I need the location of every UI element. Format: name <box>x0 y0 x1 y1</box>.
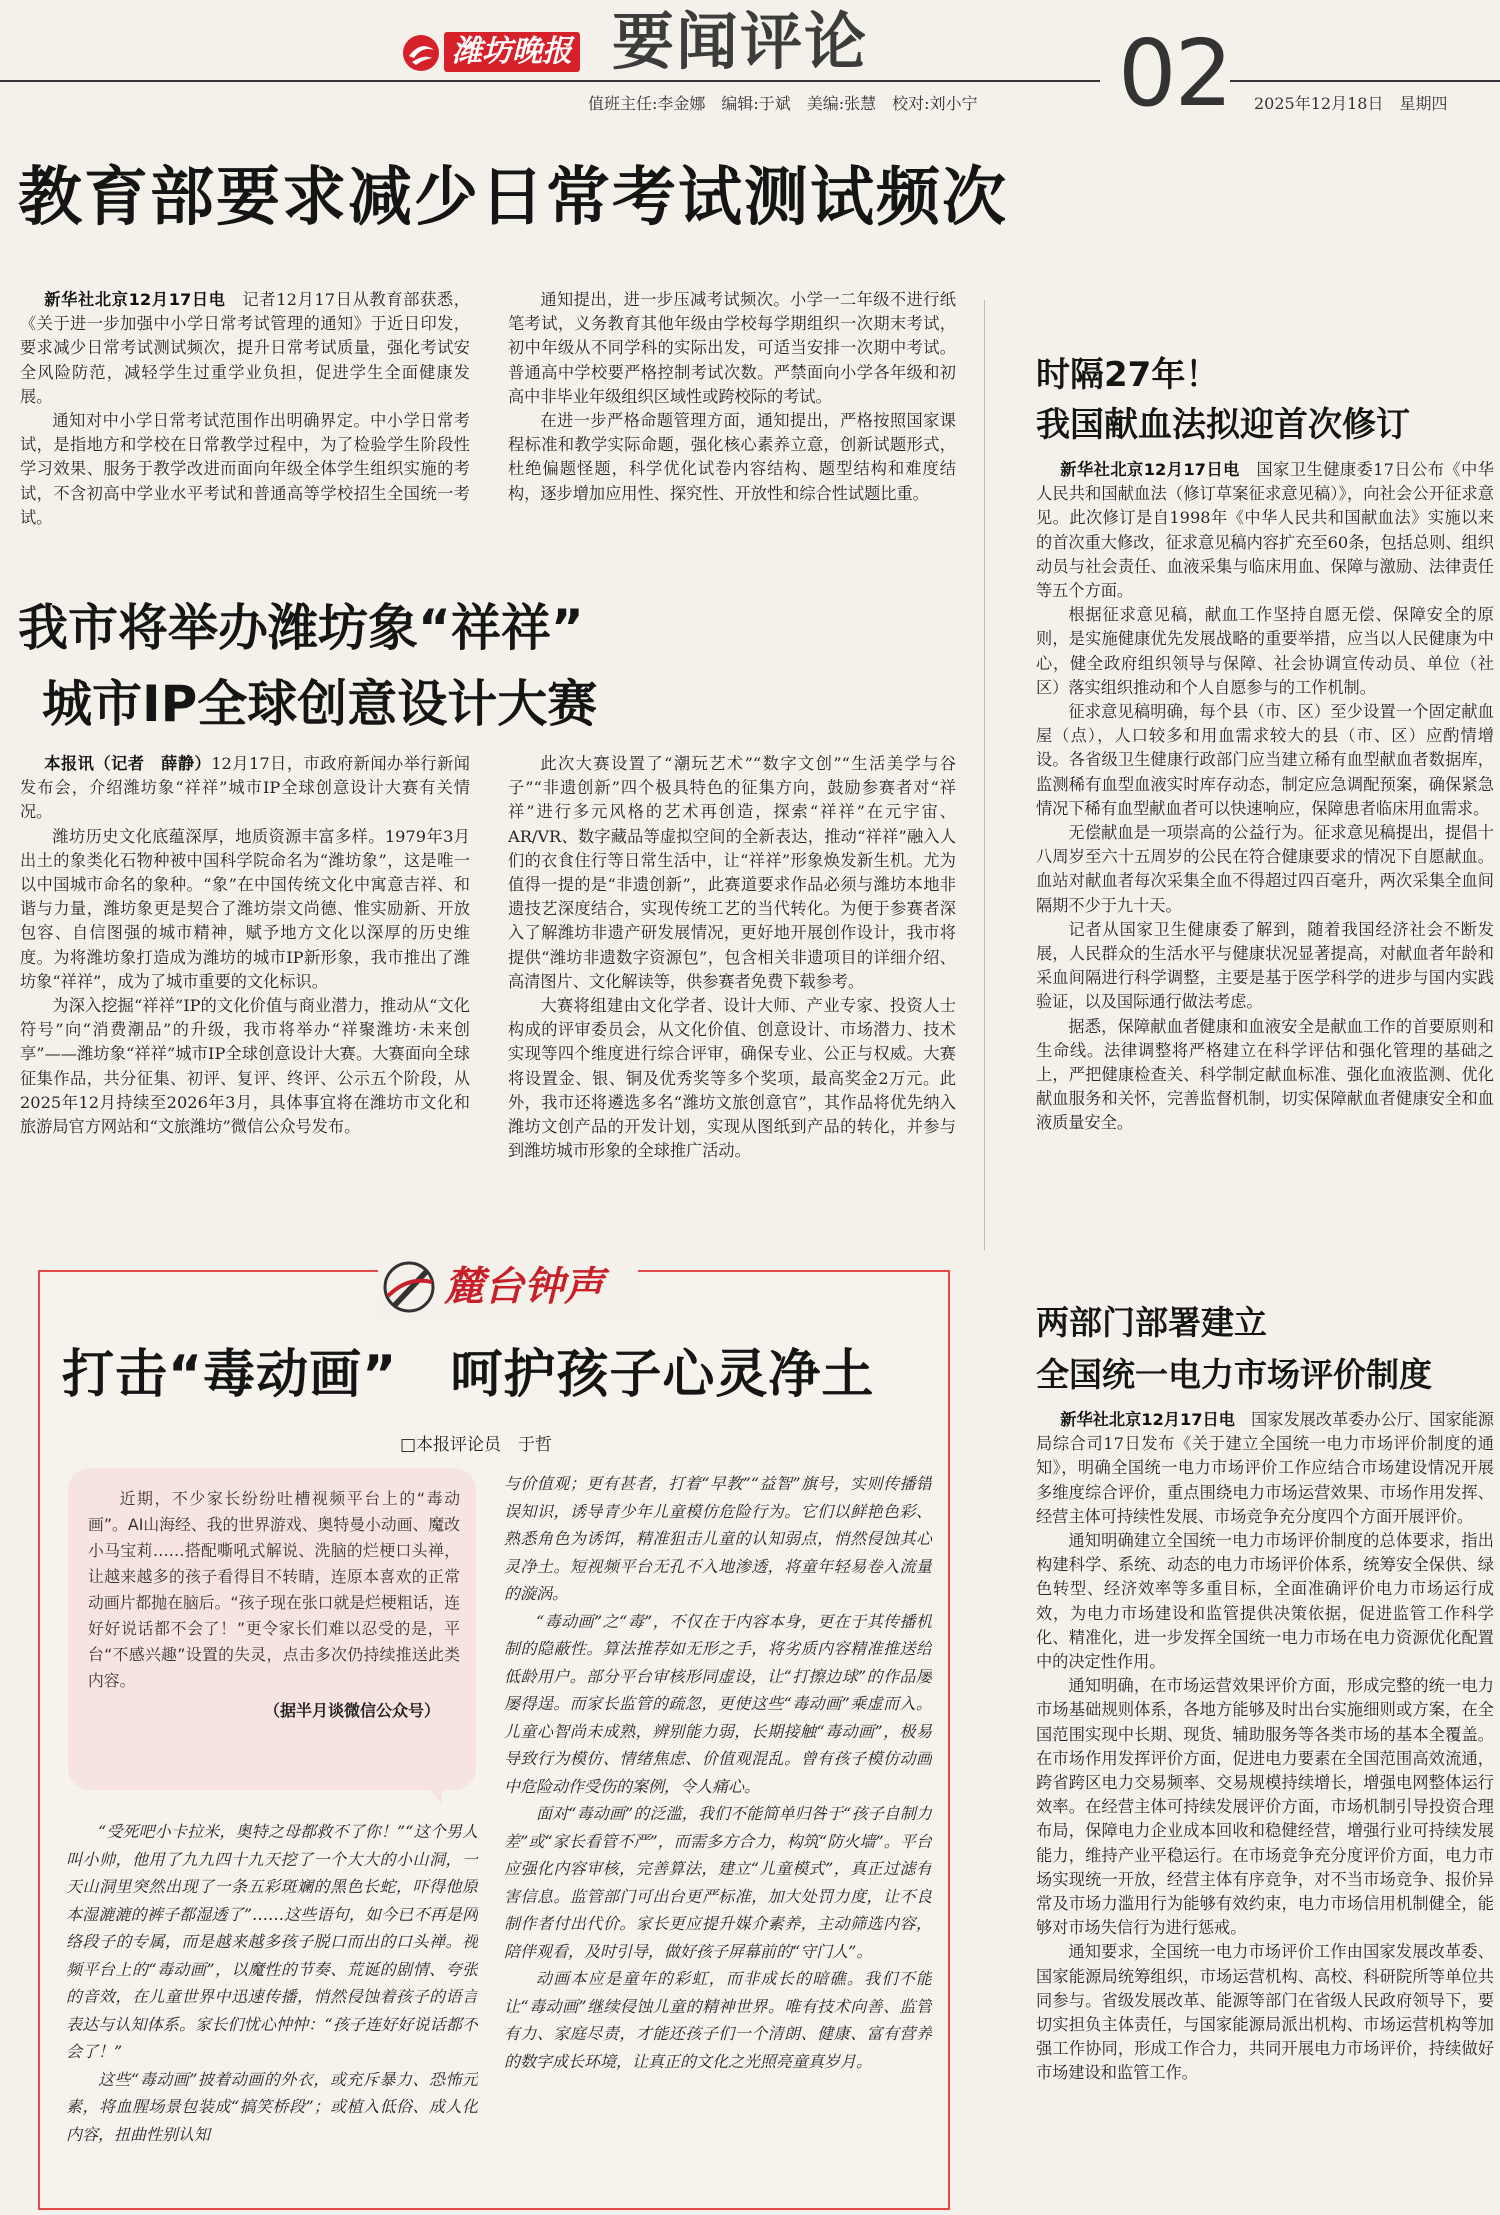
article4-paragraph: 通知明确，在市场运营效果评价方面，形成完整的统一电力市场基础规则体系，各地方能够及时出台实施细则或方案，在全国范围实现中长期、现货、辅助服务等各类市场的基本全覆盖。在市场作用发挥评价方面，促进电力要素在全国范围高效流通，跨省跨区电力交易频率、交易规模持续增长，增强电网整体运行效率。在经营主体可持续发展评价方面，市场机制引导投资合理布局，保障电力企业成本回收和稳健经营，增强行业可持续发展能力，维持产业平稳运行。在市场竞争充分度评价方面，电力市场实现统一开放，经营主体有序竞争，对不当市场竞争、报价异常及市场力滥用行为能够有效约束，电力市场信用机制健全，能够对市场失信行为进行惩戒。 <box>1036 1676 1494 1938</box>
article1-paragraph: 通知提出，进一步压减考试频次。小学一二年级不进行纸笔考试，义务教育其他年级由学校每学期组织一次期末考试，初中年级从不同学科的实际出发，可适当安排一次期中考试。普通高中学校要严格控制考试次数。严禁面向小学各年级和初高中非毕业年级组织区域性或跨校际的考试。 <box>508 290 956 406</box>
article2-headline-line2: 城市IP全球创意设计大赛 <box>42 675 598 733</box>
article1-paragraph: 通知对中小学日常考试范围作出明确界定。中小学日常考试，是指地方和学校在日常教学过程中，为了检验学生阶段性学习效果、服务于教学改进而面向年级全体学生组织实施的考试，不含初高中学业水平考试和普通高等学校招生全国统一考试。 <box>20 411 470 527</box>
article1-dateline: 新华社北京12月17日电 <box>44 290 226 309</box>
article4-body: 新华社北京12月17日电 国家发展改革委办公厅、国家能源局综合司17日发布《关于建立全国统一电力市场评价制度的通知》，明确全国统一电力市场评价工作应结合市场建设情况开展多维度综合评价，重点围绕电力市场运营效果、市场作用发挥、经营主体可持续性发展、市场竞争充分度四个方面开展评价。 通知明确建立全国统一电力市场评价制度的总体要求，指出构建科学、系统、动态的电力市场评价体系，统筹安全保供、绿色转型、经济效率等多重目标，全面准确评价电力市场运行成效，为电力市场建设和监管提供决策依据，促进监管工作科学化、精准化，进一步发挥全国统一电力市场在电力资源优化配置中的决定性作用。 通知明确，在市场运营效果评价方面，形成完整的统一电力市场基础规则体系，各地方能够及时出台实施细则或方案，在全国范围实现中长期、现货、辅助服务等各类市场的基本全覆盖。在市场作用发挥评价方面，促进电力要素在全国范围高效流通，跨省跨区电力交易频率、交易规模持续增长，增强电网整体运行效率。在经营主体可持续发展评价方面，市场机制引导投资合理布局，保障电力企业成本回收和稳健经营，增强行业可持续发展能力，维持产业平稳运行。在市场竞争充分度评价方面，电力市场实现统一开放，经营主体有序竞争，对不当市场竞争、报价异常及市场力滥用行为能够有效约束，电力市场信用机制健全，能够对市场失信行为进行惩戒。 通知要求，全国统一电力市场评价工作由国家发展改革委、国家能源局统筹组织，市场运营机构、高校、科研院所等单位共同参与。省级发展改革、能源等部门在省级人民政府领导下，要切实担负主体责任，与国家能源局派出机构、市场运营机构等加强工作协同，形成工作合力，共同开展电力市场评价，持续做好市场建设和监管工作。 <box>1036 1408 1494 2208</box>
article1-column-1: 新华社北京12月17日电 记者12月17日从教育部获悉，《关于进一步加强中小学日常考试管理的通知》于近日印发，要求减少日常考试测试频次，提升日常考试质量，强化考试安全风险防范，减轻学生过重学业负担，促进学生全面健康发展。 通知对中小学日常考试范围作出明确界定。中小学日常考试，是指地方和学校在日常教学过程中，为了检验学生阶段性学习效果、服务于教学改进而面向年级全体学生组织实施的考试，不含初高中学业水平考试和普通高等学校招生全国统一考试。 <box>20 288 470 560</box>
article1-column-2 <box>508 288 956 560</box>
article4-headline-line1: 两部门部署建立 <box>1036 1303 1267 1342</box>
commentary-right-column <box>504 1470 932 2204</box>
article1-headline: 教育部要求减少日常考试测试频次 <box>18 161 1008 235</box>
article4-paragraph: 通知要求，全国统一电力市场评价工作由国家发展改革委、国家能源局统筹组织，市场运营机构、高校、科研院所等单位共同参与。省级发展改革、能源等部门在省级人民政府领导下，要切实担负主体责任，与国家能源局派出机构、市场运营机构等加强工作协同，形成工作合力，共同开展电力市场评价，持续做好市场建设和监管工作。 <box>1036 1942 1494 2083</box>
pen-swirl-icon <box>378 1256 440 1318</box>
article2-paragraph: 此次大赛设置了“潮玩艺术”“数字文创”“生活美学与谷子”“非遗创新”四个极具特色的征集方向，鼓励参赛者对“祥祥”进行多元风格的艺术再创造，探索“祥祥”在元宇宙、AR/VR、数字藏品等虚拟空间的全新表达，推动“祥祥”融入人们的衣食住行等日常生活中，让“祥祥”形象焕发新生机。尤为值得一提的是“非遗创新”，此赛道要求作品必须与潍坊本地非遗技艺深度结合，实现传统工艺的当代转化。为便于参赛者深入了解潍坊非遗产研发展情况，更好地开展创作设计，我市将提供“潍坊非遗数字资源包”，包含相关非遗项目的详细介绍、高清图片、文化解读等，供参赛者免费下载参考。 <box>508 754 956 991</box>
masthead-rule <box>0 80 1100 82</box>
column-banner-text: 麓台钟声 <box>444 1263 604 1310</box>
editors-line: 值班主任:李金娜 编辑:于斌 美编:张慧 校对:刘小宁 <box>588 94 978 113</box>
article4-dateline: 新华社北京12月17日电 <box>1060 1410 1235 1429</box>
logo <box>400 26 600 78</box>
commentary-paragraph: 面对“毒动画”的泛滥，我们不能简单归咎于“孩子自制力差”或“家长看管不严”，而需多方合力，构筑“防火墙”。平台应强化内容审核，完善算法，建立“儿童模式”，真正过滤有害信息。监管部门可出台更严标准，加大处罚力度，让不良制作者付出代价。家长更应提升媒介素养，主动筛选内容，陪伴观看，及时引导，做好孩子屏幕前的“守门人”。 <box>504 1804 932 1961</box>
masthead <box>0 0 1500 128</box>
article3-paragraph: 记者从国家卫生健康委了解到，随着我国经济社会不断发展，人民群众的生活水平与健康状况显著提高，对献血者年龄和采血间隔进行科学调整，主要是基于医学科学的进步与国内实践验证，以及国际通行做法考虑。 <box>1036 919 1494 1012</box>
commentary-paragraph: “受死吧小卡拉米，奥特之母都救不了你！”“这个男人叫小帅，他用了九九四十九天挖了一个大大的小山洞，一天山洞里突然出现了一条五彩斑斓的黑色长蛇，吓得他原本湿漉漉的裤子都湿透了”……这些语句，如今已不再是网络段子的专属，而是越来越多孩子脱口而出的口头禅。视频平台上的“毒动画”，以魔性的节奏、荒诞的剧情、夸张的音效，在儿童世界中迅速传播，悄然侵蚀着孩子的语言表达与认知体系。家长们忧心忡忡：“孩子连好好说话都不会了！” <box>66 1822 478 2061</box>
article2-paragraph: 为深入挖掘“祥祥”IP的文化价值与商业潜力，推动从“文化符号”向“消费潮品”的升级，我市将举办“祥聚潍坊·未来创享”——潍坊象“祥祥”城市IP全球创意设计大赛。大赛面向全球征集作品，共分征集、初评、复评、终评、公示五个阶段，从2025年12月持续至2026年3月，具体事宜将在潍坊市文化和旅游局官方网站和“文旅潍坊”微信公众号发布。 <box>20 996 470 1137</box>
column-banner <box>378 1252 638 1322</box>
page-number: 02 <box>1118 20 1232 127</box>
quote-paragraph: 近期，不少家长纷纷吐槽视频平台上的“毒动画”。AI山海经、我的世界游戏、奥特曼小动画、魔改小马宝莉……搭配嘶吼式解说、洗脑的烂梗口头禅，让越来越多的孩子看得目不转睛，连原本喜欢的正常动画片都抛在脑后。“孩子现在张口就是烂梗粗话，连好好说话都不会了！”更令家长们难以忍受的是，平台“不感兴趣”设置的失灵，点击多次仍持续推送此类内容。 <box>88 1489 460 1690</box>
commentary-headline: 打击“毒动画” 呵护孩子心灵净土 <box>62 1345 875 1405</box>
article4-paragraph: 通知明确建立全国统一电力市场评价制度的总体要求，指出构建科学、系统、动态的电力市场评价体系，统筹安全保供、绿色转型、经济效率等多重目标，全面准确评价电力市场运行成效，为电力市场建设和监管提供决策依据，促进监管工作科学化、精准化，进一步发挥全国统一电力市场在电力资源优化配置中的决定性作用。 <box>1036 1531 1494 1672</box>
article1-paragraph: 在进一步严格命题管理方面，通知提出，严格按照国家课程标准和教学实际命题，强化核心素养立意，创新试题形式，杜绝偏题怪题，科学优化试卷内容结构、题型结构和难度结构，逐步增加应用性、探究性、开放性和综合性试题比重。 <box>508 411 956 503</box>
quote-source: （据半月谈微信公众号） <box>263 1701 440 1720</box>
masthead-rule-right <box>1230 80 1500 82</box>
commentary-left-column <box>66 1818 478 2204</box>
article3-paragraph: 根据征求意见稿，献血工作坚持自愿无偿、保障安全的原则，是实施健康优先发展战略的重要举措，应当以人民健康为中心，健全政府组织领导与保障、社会协调宣传动员、单位（社区）落实组织推动和个人自愿参与的工作机制。 <box>1036 605 1494 697</box>
logo-text: 潍坊晚报 <box>444 32 580 72</box>
article2-column-2 <box>508 752 956 1250</box>
article2-dateline: 本报讯（记者 薛静） <box>44 754 212 773</box>
article3-headline-line1: 时隔27年！ <box>1036 355 1220 395</box>
commentary-paragraph: “毒动画”之“毒”，不仅在于内容本身，更在于其传播机制的隐蔽性。算法推荐如无形之手，将劣质内容精准推送给低龄用户。部分平台审核形同虚设，让“打擦边球”的作品屡屡得逞。而家长监管的疏忽，更使这些“毒动画”乘虚而入。儿童心智尚未成熟，辨别能力弱，长期接触“毒动画”，极易导致行为模仿、情绪焦虑、价值观混乱。曾有孩子模仿动画中危险动作受伤的案例，令人痛心。 <box>504 1611 932 1796</box>
column-divider <box>984 300 985 1250</box>
article3-headline-line2: 我国献血法拟迎首次修订 <box>1036 405 1410 445</box>
commentary-paragraph: 与价值观；更有甚者，打着“早教”“益智”旗号，实则传播错误知识，诱导青少年儿童模仿危险行为。它们以鲜艳色彩、熟悉角色为诱饵，精准狙击儿童的认知弱点，悄然侵蚀其心灵净土。短视频平台无孔不入地渗透，将童年轻易卷入流量的漩涡。 <box>504 1474 932 1603</box>
article3-paragraph: 据悉，保障献血者健康和血液安全是献血工作的首要原则和生命线。法律调整将严格建立在科学评估和强化管理的基础之上，严把健康检查关、科学制定献血标准、强化血液监测、优化献血服务和关怀，完善监督机制，切实保障献血者健康安全和血液质量安全。 <box>1036 1016 1494 1133</box>
issue-date: 2025年12月18日 星期四 <box>1254 94 1448 113</box>
article2-paragraph: 大赛将组建由文化学者、设计大师、产业专家、投资人士构成的评审委员会，从文化价值、创意设计、市场潜力、技术实现等四个维度进行综合评审，确保专业、公正与权威。大赛将设置金、银、铜及优秀奖等多个奖项，最高奖金2万元。此外，我市还将遴选多名“潍坊文旅创意官”，其作品将优先纳入潍坊文创产品的开发计划，实现从图纸到产品的转化，并参与到潍坊城市形象的全球推广活动。 <box>508 996 956 1161</box>
article3-paragraph: 无偿献血是一项崇高的公益行为。征求意见稿提出，提倡十八周岁至六十五周岁的公民在符合健康要求的情况下自愿献血。血站对献血者每次采集全血不得超过四百毫升，两次采集全血间隔期不少于九十天。 <box>1036 823 1494 915</box>
commentary-byline: □本报评论员 于哲 <box>400 1435 553 1455</box>
article3-body: 新华社北京12月17日电 国家卫生健康委17日公布《中华人民共和国献血法（修订草案征求意见稿）》，向社会公开征求意见。此次修订是自1998年《中华人民共和国献血法》实施以来的首次重大修改，征求意见稿内容扩充至60条，包括总则、组织动员与社会责任、血液采集与临床用血、保障与激励、法律责任等五个方面。 根据征求意见稿，献血工作坚持自愿无偿、保障安全的原则，是实施健康优先发展战略的重要举措，应当以人民健康为中心，健全政府组织领导与保障、社会协调宣传动员、单位（社区）落实组织推动和个人自愿参与的工作机制。 征求意见稿明确，每个县（市、区）至少设置一个固定献血屋（点），人口较多和用血需求较大的县（市、区）应酌情增设。各省级卫生健康行政部门应当建立稀有血型献血者数据库，监测稀有血型血液实时库存动态，制定应急调配预案，确保紧急情况下稀有血型献血者可以快速响应，保障患者临床用血需求。 无偿献血是一项崇高的公益行为。征求意见稿提出，提倡十八周岁至六十五周岁的公民在符合健康要求的情况下自愿献血。血站对献血者每次采集全血不得超过四百毫升，两次采集全血间隔期不少于九十天。 记者从国家卫生健康委了解到，随着我国经济社会不断发展，人民群众的生活水平与健康状况显著提高，对献血者年龄和采血间隔进行科学调整，主要是基于医学科学的进步与国内实践验证，以及国际通行做法考虑。 据悉，保障献血者健康和血液安全是献血工作的首要原则和生命线。法律调整将严格建立在科学评估和强化管理的基础之上，严把健康检查关、科学制定献血标准、强化血液监测、优化献血服务和关怀，完善监督机制，切实保障献血者健康安全和血液质量安全。 <box>1036 458 1494 1234</box>
article3-dateline: 新华社北京12月17日电 <box>1060 460 1240 479</box>
article2-headline-line1: 我市将举办潍坊象“祥祥” <box>18 599 584 657</box>
article2-column-1: 本报讯（记者 薛静）12月17日，市政府新闻办举行新闻发布会，介绍潍坊象“祥祥”城市IP全球创意设计大赛有关情况。 潍坊历史文化底蕴深厚，地质资源丰富多样。1979年3月出土的象类化石物种被中国科学院命名为“潍坊象”，这是唯一以中国城市命名的象种。“象”在中国传统文化中寓意吉祥、和谐与力量，潍坊象更是契合了潍坊崇文尚德、惟实励新、开放包容、自信图强的城市精神，赋予地方文化以深厚的历史维度。为将潍坊象打造成为潍坊的城市IP新形象，我市推出了潍坊象“祥祥”，成为了城市重要的文化标识。 为深入挖掘“祥祥”IP的文化价值与商业潜力，推动从“文化符号”向“消费潮品”的升级，我市将举办“祥聚潍坊·未来创享”——潍坊象“祥祥”城市IP全球创意设计大赛。大赛面向全球征集作品，共分征集、初评、复评、终评、公示五个阶段，从2025年12月持续至2026年3月，具体事宜将在潍坊市文化和旅游局官方网站和“文旅潍坊”微信公众号发布。 <box>20 752 470 1250</box>
article3-paragraph: 征求意见稿明确，每个县（市、区）至少设置一个固定献血屋（点），人口较多和用血需求较大的县（市、区）应酌情增设。各省级卫生健康行政部门应当建立稀有血型献血者数据库，监测稀有血型血液实时库存动态，制定应急调配预案，确保紧急情况下稀有血型献血者可以快速响应，保障患者临床用血需求。 <box>1036 702 1494 818</box>
quote-bubble <box>68 1468 476 1790</box>
quote-bubble-tail <box>420 1778 442 1804</box>
article4-headline-line2: 全国统一电力市场评价制度 <box>1036 1355 1432 1394</box>
logo-swirl-icon <box>400 32 442 74</box>
commentary-paragraph: 这些“毒动画”披着动画的外衣，或充斥暴力、恐怖元素，将血腥场景包装成“搞笑桥段”；或植入低俗、成人化内容，扭曲性别认知 <box>66 2069 478 2144</box>
article2-paragraph: 潍坊历史文化底蕴深厚，地质资源丰富多样。1979年3月出土的象类化石物种被中国科学院命名为“潍坊象”，这是唯一以中国城市命名的象种。“象”在中国传统文化中寓意吉祥、和谐与力量，潍坊象更是契合了潍坊崇文尚德、惟实励新、开放包容、自信图强的城市精神，赋予地方文化以深厚的历史维度。为将潍坊象打造成为潍坊的城市IP新形象，我市推出了潍坊象“祥祥”，成为了城市重要的文化标识。 <box>20 826 470 991</box>
section-title: 要闻评论 <box>612 5 869 78</box>
commentary-paragraph: 动画本应是童年的彩虹，而非成长的暗礁。我们不能让“毒动画”继续侵蚀儿童的精神世界。唯有技术向善、监管有力、家庭尽责，才能还孩子们一个清朗、健康、富有营养的数字成长环境，让真正的文化之光照亮童真岁月。 <box>504 1969 932 2071</box>
